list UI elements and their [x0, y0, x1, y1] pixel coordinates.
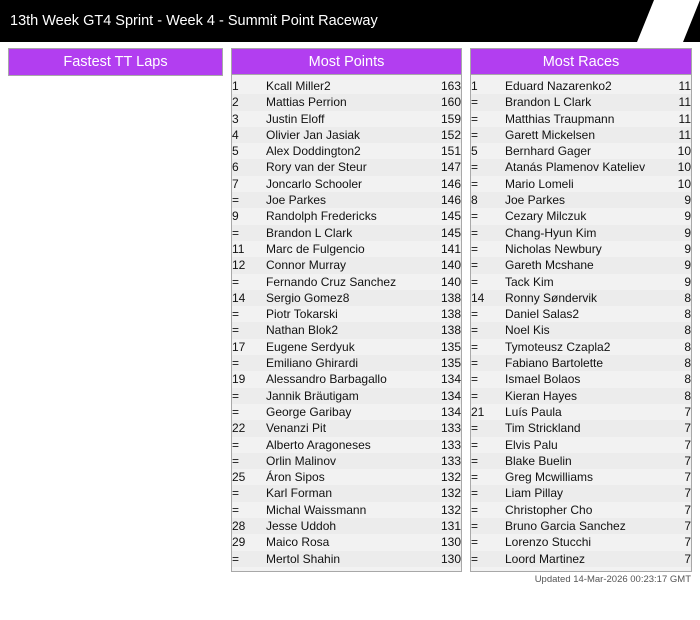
page-header [0, 0, 700, 42]
table-row [232, 78, 461, 94]
row-position: = [471, 209, 479, 224]
row-driver-name: Justin Eloff [266, 111, 325, 126]
row-value: 163 [440, 79, 461, 93]
row-driver-name: Elvis Palu [505, 437, 558, 452]
row-position: 7 [232, 176, 239, 191]
table-row [232, 274, 461, 290]
table-row [232, 420, 461, 436]
row-position: = [232, 486, 240, 501]
table-row [232, 322, 461, 338]
row-position: = [471, 356, 479, 371]
row-value: 145 [440, 209, 461, 224]
row-driver-name: Chang-Hyun Kim [505, 225, 597, 240]
table-row [471, 339, 691, 355]
row-value: 10 [677, 160, 691, 175]
table-row [471, 420, 691, 436]
row-position: 29 [232, 535, 246, 550]
table-row [471, 469, 691, 485]
table-row [471, 111, 691, 127]
row-driver-name: Karl Forman [266, 486, 333, 501]
row-value: 7 [684, 502, 691, 517]
table-row [471, 388, 691, 404]
row-driver-name: Jesse Uddoh [266, 519, 337, 534]
table-row [232, 208, 461, 224]
row-driver-name: Connor Murray [266, 258, 347, 273]
row-value: 160 [440, 95, 461, 110]
row-position: 11 [232, 241, 245, 256]
table-row [471, 241, 691, 257]
row-position: = [232, 388, 240, 403]
row-driver-name: Bruno Garcia Sanchez [505, 519, 626, 534]
row-value: 134 [440, 388, 461, 403]
row-value: 8 [684, 323, 691, 338]
row-position: = [232, 307, 240, 322]
row-position: = [471, 502, 479, 517]
row-value: 134 [440, 372, 461, 387]
table-row [232, 111, 461, 127]
row-position: = [471, 470, 479, 485]
table-row [232, 192, 461, 208]
table-row [232, 306, 461, 322]
row-position: = [471, 519, 479, 534]
row-value: 133 [440, 421, 461, 436]
row-value: 133 [440, 453, 461, 468]
row-value: 138 [440, 307, 461, 322]
panel-most-points [231, 48, 462, 572]
panel-title-fastest-tt-laps: Fastest TT Laps [9, 49, 222, 75]
row-value: 7 [684, 519, 691, 534]
row-value: 135 [440, 339, 461, 354]
row-driver-name: Tim Strickland [505, 421, 581, 436]
table-row [232, 437, 461, 453]
row-driver-name: Greg Mcwilliams [505, 470, 594, 485]
row-driver-name: Eugene Serdyuk [266, 339, 355, 354]
row-value: 7 [684, 421, 691, 436]
row-value: 8 [684, 307, 691, 322]
row-value: 152 [440, 127, 461, 142]
row-value: 9 [684, 193, 691, 208]
row-position: 1 [471, 79, 478, 93]
row-position: 22 [232, 421, 246, 436]
row-value: 132 [440, 470, 461, 485]
table-row [232, 290, 461, 306]
row-value: 11 [678, 79, 691, 93]
row-position: = [232, 502, 240, 517]
row-position: = [232, 551, 240, 566]
table-row [471, 208, 691, 224]
table-row [471, 485, 691, 501]
row-position: = [471, 437, 479, 452]
row-driver-name: Tymoteusz Czapla2 [505, 339, 611, 354]
row-driver-name: Ismael Bolaos [505, 372, 581, 387]
row-value: 130 [440, 551, 461, 566]
row-driver-name: Áron Sipos [266, 470, 325, 485]
table-row [232, 225, 461, 241]
row-driver-name: Brandon L Clark [505, 95, 592, 110]
row-value: 134 [440, 404, 461, 419]
row-position: = [471, 160, 479, 175]
row-position: 17 [232, 339, 246, 354]
table-row [232, 469, 461, 485]
table-row [232, 143, 461, 159]
row-value: 8 [684, 290, 691, 305]
row-driver-name: Gareth Mcshane [505, 258, 594, 273]
row-value: 11 [678, 95, 691, 110]
table-row [471, 257, 691, 273]
most-points-table-body [232, 78, 461, 567]
row-driver-name: Cezary Milczuk [505, 209, 587, 224]
row-value: 10 [677, 144, 691, 159]
row-driver-name: Alex Doddington2 [266, 144, 361, 159]
row-value: 140 [440, 274, 461, 289]
row-driver-name: Alberto Aragoneses [266, 437, 371, 452]
row-driver-name: Christopher Cho [505, 502, 593, 517]
table-row [232, 371, 461, 387]
row-driver-name: Randolph Fredericks [266, 209, 377, 224]
table-row [471, 322, 691, 338]
row-driver-name: Joe Parkes [266, 193, 327, 208]
row-position: = [471, 274, 479, 289]
row-value: 11 [678, 127, 691, 142]
row-driver-name: Emiliano Ghirardi [266, 356, 359, 371]
panel-fastest-tt-laps [8, 48, 223, 76]
table-row [471, 274, 691, 290]
row-position: 3 [232, 111, 239, 126]
row-position: = [232, 193, 240, 208]
row-driver-name: Rory van der Steur [266, 160, 367, 175]
table-row [471, 127, 691, 143]
row-position: 9 [232, 209, 239, 224]
most-points-table-wrap [232, 75, 461, 567]
most-races-table-wrap [471, 75, 691, 567]
row-value: 9 [684, 225, 691, 240]
row-position: 2 [232, 95, 239, 110]
table-row [471, 518, 691, 534]
row-driver-name: Liam Pillay [505, 486, 564, 501]
row-position: = [471, 323, 479, 338]
table-row [232, 404, 461, 420]
table-row [471, 143, 691, 159]
row-value: 130 [440, 535, 461, 550]
row-position: = [471, 453, 479, 468]
row-position: 21 [471, 404, 485, 419]
table-row [232, 518, 461, 534]
row-driver-name: Maico Rosa [266, 535, 330, 550]
table-row [471, 551, 691, 567]
table-row [232, 127, 461, 143]
row-position: = [471, 225, 479, 240]
row-position: 14 [471, 290, 485, 305]
row-value: 7 [684, 535, 691, 550]
row-value: 11 [678, 111, 691, 126]
row-driver-name: Lorenzo Stucchi [505, 535, 592, 550]
row-value: 8 [684, 339, 691, 354]
table-row [471, 404, 691, 420]
row-value: 141 [440, 241, 461, 256]
table-row [232, 257, 461, 273]
row-driver-name: Kieran Hayes [505, 388, 578, 403]
row-value: 146 [440, 176, 461, 191]
row-driver-name: Orlin Malinov [266, 453, 337, 468]
row-value: 7 [684, 551, 691, 566]
row-driver-name: Matthias Traupmann [505, 111, 615, 126]
table-row [232, 453, 461, 469]
row-value: 135 [440, 356, 461, 371]
row-driver-name: Garett Mickelsen [505, 127, 596, 142]
row-driver-name: Blake Buelin [505, 453, 572, 468]
table-row [471, 371, 691, 387]
row-driver-name: Bernhard Gager [505, 144, 592, 159]
row-value: 9 [684, 241, 691, 256]
table-row [471, 225, 691, 241]
most-races-table-body [471, 78, 691, 567]
row-driver-name: Daniel Salas2 [505, 307, 580, 322]
row-value: 9 [684, 258, 691, 273]
table-row [232, 388, 461, 404]
table-row [471, 355, 691, 371]
row-driver-name: George Garibay [266, 404, 352, 419]
row-position: = [471, 388, 479, 403]
table-row [232, 241, 461, 257]
row-driver-name: Michal Waissmann [266, 502, 367, 517]
row-driver-name: Fabiano Bartolette [505, 356, 604, 371]
row-driver-name: Tack Kim [505, 274, 554, 289]
table-row [232, 502, 461, 518]
row-driver-name: Loord Martinez [505, 551, 586, 566]
table-row [471, 192, 691, 208]
row-value: 138 [440, 323, 461, 338]
row-value: 8 [684, 356, 691, 371]
row-position: 14 [232, 290, 246, 305]
row-position: = [471, 95, 479, 110]
row-position: = [471, 339, 479, 354]
row-driver-name: Marc de Fulgencio [266, 241, 365, 256]
row-position: = [471, 127, 479, 142]
row-driver-name: Ronny Søndervik [505, 290, 598, 305]
table-row [471, 502, 691, 518]
row-value: 147 [440, 160, 461, 175]
row-driver-name: Joe Parkes [505, 193, 566, 208]
row-value: 7 [684, 486, 691, 501]
row-position: 19 [232, 372, 246, 387]
row-position: 4 [232, 127, 239, 142]
table-row [232, 534, 461, 550]
panel-title-most-points: Most Points [232, 49, 461, 75]
row-position: = [471, 535, 479, 550]
panel-most-races [470, 48, 692, 572]
row-position: 28 [232, 519, 246, 534]
page-title: 13th Week GT4 Sprint - Week 4 - Summit Point Raceway [10, 13, 378, 29]
row-value: 131 [440, 519, 461, 534]
row-position: = [232, 437, 240, 452]
row-driver-name: Mattias Perrion [266, 95, 347, 110]
row-driver-name: Nicholas Newbury [505, 241, 602, 256]
row-driver-name: Atanás Plamenov Kateliev [505, 160, 646, 175]
table-row [232, 551, 461, 567]
row-value: 146 [440, 193, 461, 208]
row-value: 132 [440, 486, 461, 501]
row-position: = [471, 551, 479, 566]
row-value: 7 [684, 453, 691, 468]
row-value: 132 [440, 502, 461, 517]
row-position: 6 [232, 160, 239, 175]
row-driver-name: Mertol Shahin [266, 551, 341, 566]
row-driver-name: Fernando Cruz Sanchez [266, 274, 397, 289]
table-row [232, 339, 461, 355]
row-position: = [232, 225, 240, 240]
row-position: = [471, 421, 479, 436]
row-position: 5 [232, 144, 239, 159]
row-value: 8 [684, 388, 691, 403]
row-position: = [471, 307, 479, 322]
row-position: = [232, 453, 240, 468]
row-position: = [471, 258, 479, 273]
table-row [471, 176, 691, 192]
row-driver-name: Brandon L Clark [266, 225, 353, 240]
table-row [232, 94, 461, 110]
row-position: = [471, 111, 479, 126]
row-position: = [232, 356, 240, 371]
row-position: = [471, 176, 479, 191]
row-driver-name: Noel Kis [505, 323, 550, 338]
updated-timestamp: Updated 14-Mar-2026 00:23:17 GMT [534, 574, 691, 585]
row-value: 7 [684, 470, 691, 485]
table-row [471, 534, 691, 550]
row-driver-name: Venanzi Pit [266, 421, 327, 436]
row-position: = [232, 274, 240, 289]
row-driver-name: Olivier Jan Jasiak [266, 127, 361, 142]
row-driver-name: Luís Paula [505, 404, 562, 419]
row-driver-name: Alessandro Barbagallo [266, 372, 387, 387]
row-value: 133 [440, 437, 461, 452]
table-row [232, 355, 461, 371]
row-position: = [471, 241, 479, 256]
table-row [471, 94, 691, 110]
panel-title-most-races: Most Races [471, 49, 691, 75]
row-driver-name: Eduard Nazarenko2 [505, 79, 612, 93]
row-position: = [471, 486, 479, 501]
row-value: 138 [440, 290, 461, 305]
row-driver-name: Nathan Blok2 [266, 323, 339, 338]
table-row [232, 176, 461, 192]
row-driver-name: Kcall Miller2 [266, 79, 331, 93]
row-value: 145 [440, 225, 461, 240]
row-value: 9 [684, 274, 691, 289]
row-driver-name: Mario Lomeli [505, 176, 574, 191]
row-driver-name: Jannik Bräutigam [266, 388, 359, 403]
row-position: 12 [232, 258, 246, 273]
most-races-table [471, 78, 691, 567]
table-row [471, 453, 691, 469]
row-driver-name: Sergio Gomez8 [266, 290, 350, 305]
most-points-table [232, 78, 461, 567]
table-row [232, 159, 461, 175]
table-row [471, 437, 691, 453]
table-row [232, 485, 461, 501]
row-position: 5 [471, 144, 478, 159]
table-row [471, 159, 691, 175]
row-position: 1 [232, 79, 239, 93]
row-value: 7 [684, 437, 691, 452]
table-row [471, 290, 691, 306]
row-position: = [232, 323, 240, 338]
row-value: 10 [677, 176, 691, 191]
row-driver-name: Joncarlo Schooler [266, 176, 363, 191]
row-driver-name: Piotr Tokarski [266, 307, 338, 322]
row-value: 8 [684, 372, 691, 387]
row-position: = [232, 404, 240, 419]
row-position: = [471, 372, 479, 387]
row-value: 159 [440, 111, 461, 126]
row-value: 140 [440, 258, 461, 273]
table-row [471, 78, 691, 94]
row-value: 9 [684, 209, 691, 224]
row-position: 8 [471, 193, 478, 208]
row-value: 151 [440, 144, 461, 159]
row-value: 7 [684, 404, 691, 419]
row-position: 25 [232, 470, 246, 485]
table-row [471, 306, 691, 322]
